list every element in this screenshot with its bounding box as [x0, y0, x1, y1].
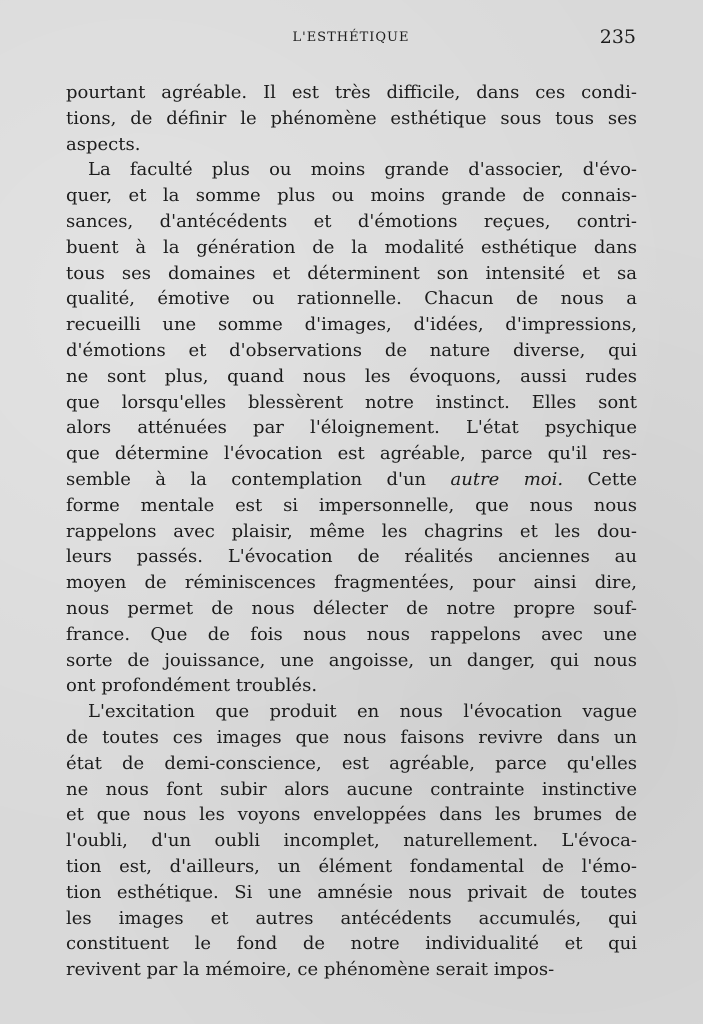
text-line: leurs passés. L'évocation de réalités anciennes au [66, 546, 637, 568]
text-line: ont profondément troublés. [66, 675, 318, 697]
text-line: pourtant agréable. Il est très difficile, dans ces condi- [66, 82, 637, 103]
paragraph [66, 157, 637, 699]
text-line: et que nous les voyons enveloppées dans les brumes de [66, 804, 637, 826]
italic-text: autre moi. [450, 468, 564, 490]
text-run: semble à la contemplation d'un [66, 468, 451, 490]
text-line: constituent le fond de notre individualité et qui [66, 933, 637, 955]
text-line: de toutes ces images que nous faisons revivre dans un [66, 726, 637, 748]
text-line: l'oubli, d'un oubli incomplet, naturellement. L'évoca- [66, 830, 637, 852]
text-line: rappelons avec plaisir, même les chagrins et les dou- [66, 520, 637, 542]
text-line: quer, et la somme plus ou moins grande de connais- [66, 185, 637, 207]
text-line: ne sont plus, quand nous les évoquons, aussi rudes [66, 365, 637, 387]
text-line: buent à la génération de la modalité esthétique dans [66, 236, 637, 258]
text-line: tion est, d'ailleurs, un élément fondamental de l'émo- [66, 855, 637, 877]
text-line: alors atténuées par l'éloignement. L'état psychique [66, 417, 637, 439]
text-line: L'excitation que produit en nous l'évocation vague [88, 701, 637, 723]
text-line [66, 467, 637, 493]
text-line: les images et autres antécédents accumulés, qui [66, 907, 637, 929]
text-line: moyen de réminiscences fragmentées, pour ainsi dire, [66, 572, 637, 594]
page-header [66, 26, 636, 50]
text-line: sorte de jouissance, une angoisse, un danger, qui nous [66, 649, 637, 671]
text-line: d'émotions et d'observations de nature diverse, qui [66, 339, 637, 361]
text-run: Cette [563, 468, 638, 490]
text-line: La faculté plus ou moins grande d'associer, d'évo- [88, 159, 637, 181]
text-line: forme mentale est si impersonnelle, que nous nous [66, 494, 637, 516]
body-text [66, 80, 637, 983]
text-line: sances, d'antécédents et d'émotions reçues, contri- [66, 210, 637, 232]
text-line: état de demi-conscience, est agréable, parce qu'elles [66, 752, 637, 774]
text-line: revivent par la mémoire, ce phénomène serait impos- [66, 959, 555, 981]
text-line: que détermine l'évocation est agréable, parce qu'il res- [66, 443, 637, 465]
text-line: ne nous font subir alors aucune contrainte instinctive [66, 778, 637, 800]
paragraph [66, 699, 637, 983]
text-line: qualité, émotive ou rationnelle. Chacun de nous a [66, 288, 637, 310]
text-line: tion esthétique. Si une amnésie nous privait de toutes [66, 881, 637, 903]
text-line: tous ses domaines et déterminent son intensité et sa [66, 262, 637, 284]
paragraph [66, 80, 637, 157]
text-line: que lorsqu'elles blessèrent notre instinct. Elles sont [66, 391, 637, 413]
text-line: france. Que de fois nous nous rappelons avec une [66, 623, 637, 645]
text-line: recueilli une somme d'images, d'idées, d'impressions, [66, 314, 637, 336]
text-line: tions, de définir le phénomène esthétique sous tous ses [66, 107, 637, 129]
text-line: nous permet de nous délecter de notre propre souf- [66, 597, 637, 619]
page-number: 235 [599, 26, 636, 48]
text-line: aspects. [66, 133, 141, 155]
running-title: L'ESTHÉTIQUE [292, 30, 410, 45]
